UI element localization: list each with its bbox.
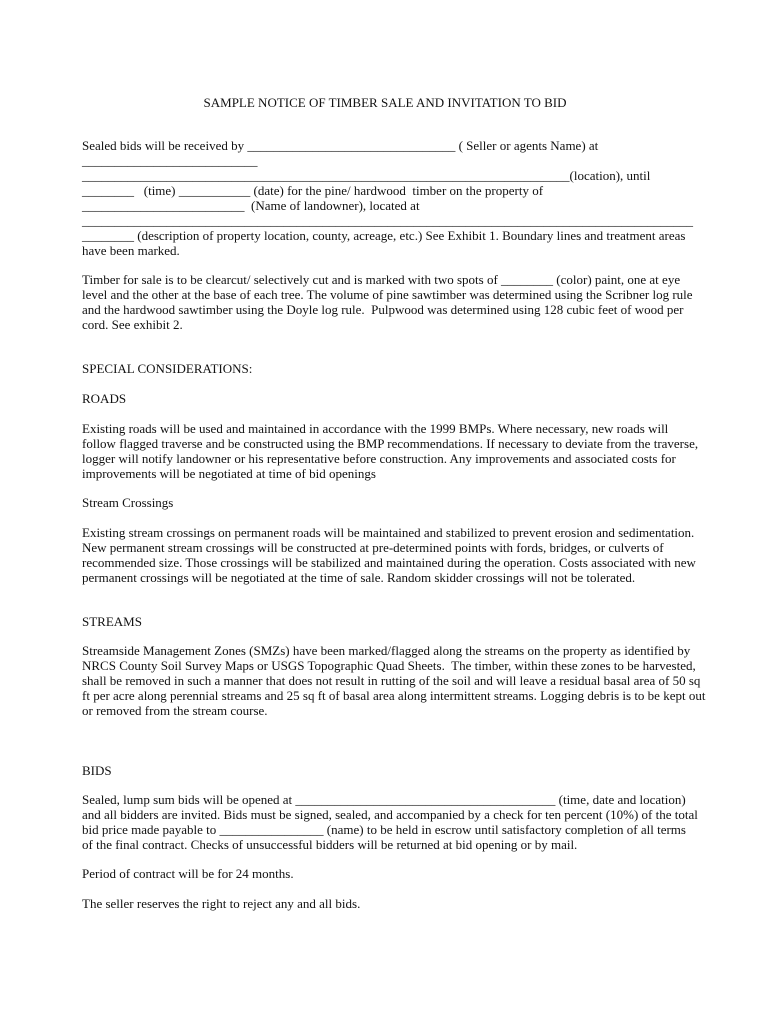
timber-line: and the hardwood sawtimber using the Doyle log rule. Pulpwood was determined using 128 cubic feet of wood per	[82, 302, 684, 317]
intro-line: ________ (time) ___________ (date) for the pine/ hardwood timber on the property of	[82, 183, 544, 198]
roads-line: improvements will be negotiated at time of bid openings	[82, 466, 376, 481]
stream-crossings-paragraph	[82, 525, 696, 585]
streams-line: or removed from the stream course.	[82, 703, 268, 718]
streams-line: ft per acre along perennial streams and 25 sq ft of basal area along intermittent streams. Logging debris is to be kept out	[82, 688, 706, 703]
reserve-rights-text: The seller reserves the right to reject any and all bids.	[82, 896, 361, 911]
special-considerations-heading: SPECIAL CONSIDERATIONS:	[82, 361, 253, 376]
streams-line: NRCS County Soil Survey Maps or USGS Topographic Quad Sheets. The timber, within these zones to be harvested,	[82, 658, 696, 673]
crossings-line: permanent crossings will be negotiated at the time of sale. Random skidder crossings will not be tolerated.	[82, 570, 636, 585]
intro-line: Sealed bids will be received by ________________________________ ( Seller or agents Name) at	[82, 138, 599, 153]
bids-paragraph	[82, 792, 698, 852]
contract-period-text: Period of contract will be for 24 months.	[82, 866, 294, 881]
roads-line: Existing roads will be used and maintained in accordance with the 1999 BMPs. Where necessary, new roads will	[82, 421, 669, 436]
stream-crossings-heading: Stream Crossings	[82, 495, 174, 510]
crossings-line: Existing stream crossings on permanent roads will be maintained and stabilized to prevent erosion and sedimentation.	[82, 525, 695, 540]
intro-line: ______________________________________________________________________________________________	[82, 213, 693, 228]
timber-paragraph	[82, 272, 693, 332]
roads-paragraph	[82, 421, 698, 481]
intro-line: ___________________________	[82, 153, 258, 168]
timber-line: Timber for sale is to be clearcut/ selectively cut and is marked with two spots of ________ (color) paint, one at eye	[82, 272, 681, 287]
crossings-line: New permanent stream crossings will be constructed at pre-determined points with fords, bridges, or culverts of	[82, 540, 664, 555]
intro-paragraph-continued	[82, 168, 693, 258]
intro-paragraph	[82, 138, 598, 168]
bids-heading: BIDS	[82, 763, 112, 778]
intro-line: have been marked.	[82, 243, 180, 258]
intro-line: ___________________________________________________________________________(location), until	[82, 168, 651, 183]
document-title: SAMPLE NOTICE OF TIMBER SALE AND INVITATION TO BID	[203, 95, 567, 110]
timber-line: cord. See exhibit 2.	[82, 317, 183, 332]
streams-line: Streamside Management Zones (SMZs) have been marked/flagged along the streams on the property as identified by	[82, 643, 691, 658]
bids-line: bid price made payable to ________________ (name) to be held in escrow until satisfactory completion of all terms	[82, 822, 686, 837]
streams-paragraph	[82, 643, 705, 718]
roads-line: logger will notify landowner or his representative before construction. Any improvements and associated costs for	[82, 451, 676, 466]
streams-heading: STREAMS	[82, 614, 142, 629]
streams-line: shall be removed in such a manner that does not result in rutting of the soil and will leave a residual basal area of 50 sq	[82, 673, 701, 688]
intro-line: ________ (description of property location, county, acreage, etc.) See Exhibit 1. Boundary lines and treatment areas	[82, 228, 686, 243]
roads-line: follow flagged traverse and be constructed using the BMP recommendations. If necessary to deviate from the traverse,	[82, 436, 699, 451]
crossings-line: recommended size. Those crossings will be stabilized and maintained during the operation. Costs associated with new	[82, 555, 696, 570]
bids-line: and all bidders are invited. Bids must be signed, sealed, and accompanied by a check for ten percent (10%) of the total	[82, 807, 698, 822]
intro-line: _________________________ (Name of landowner), located at	[82, 198, 420, 213]
roads-heading: ROADS	[82, 391, 127, 406]
bids-line: of the final contract. Checks of unsuccessful bidders will be returned at bid opening or by mail.	[82, 837, 578, 852]
bids-line: Sealed, lump sum bids will be opened at ________________________________________ (time, date and location)	[82, 792, 686, 807]
timber-line: level and the other at the base of each tree. The volume of pine sawtimber was determined using the Scribner log rule	[82, 287, 693, 302]
